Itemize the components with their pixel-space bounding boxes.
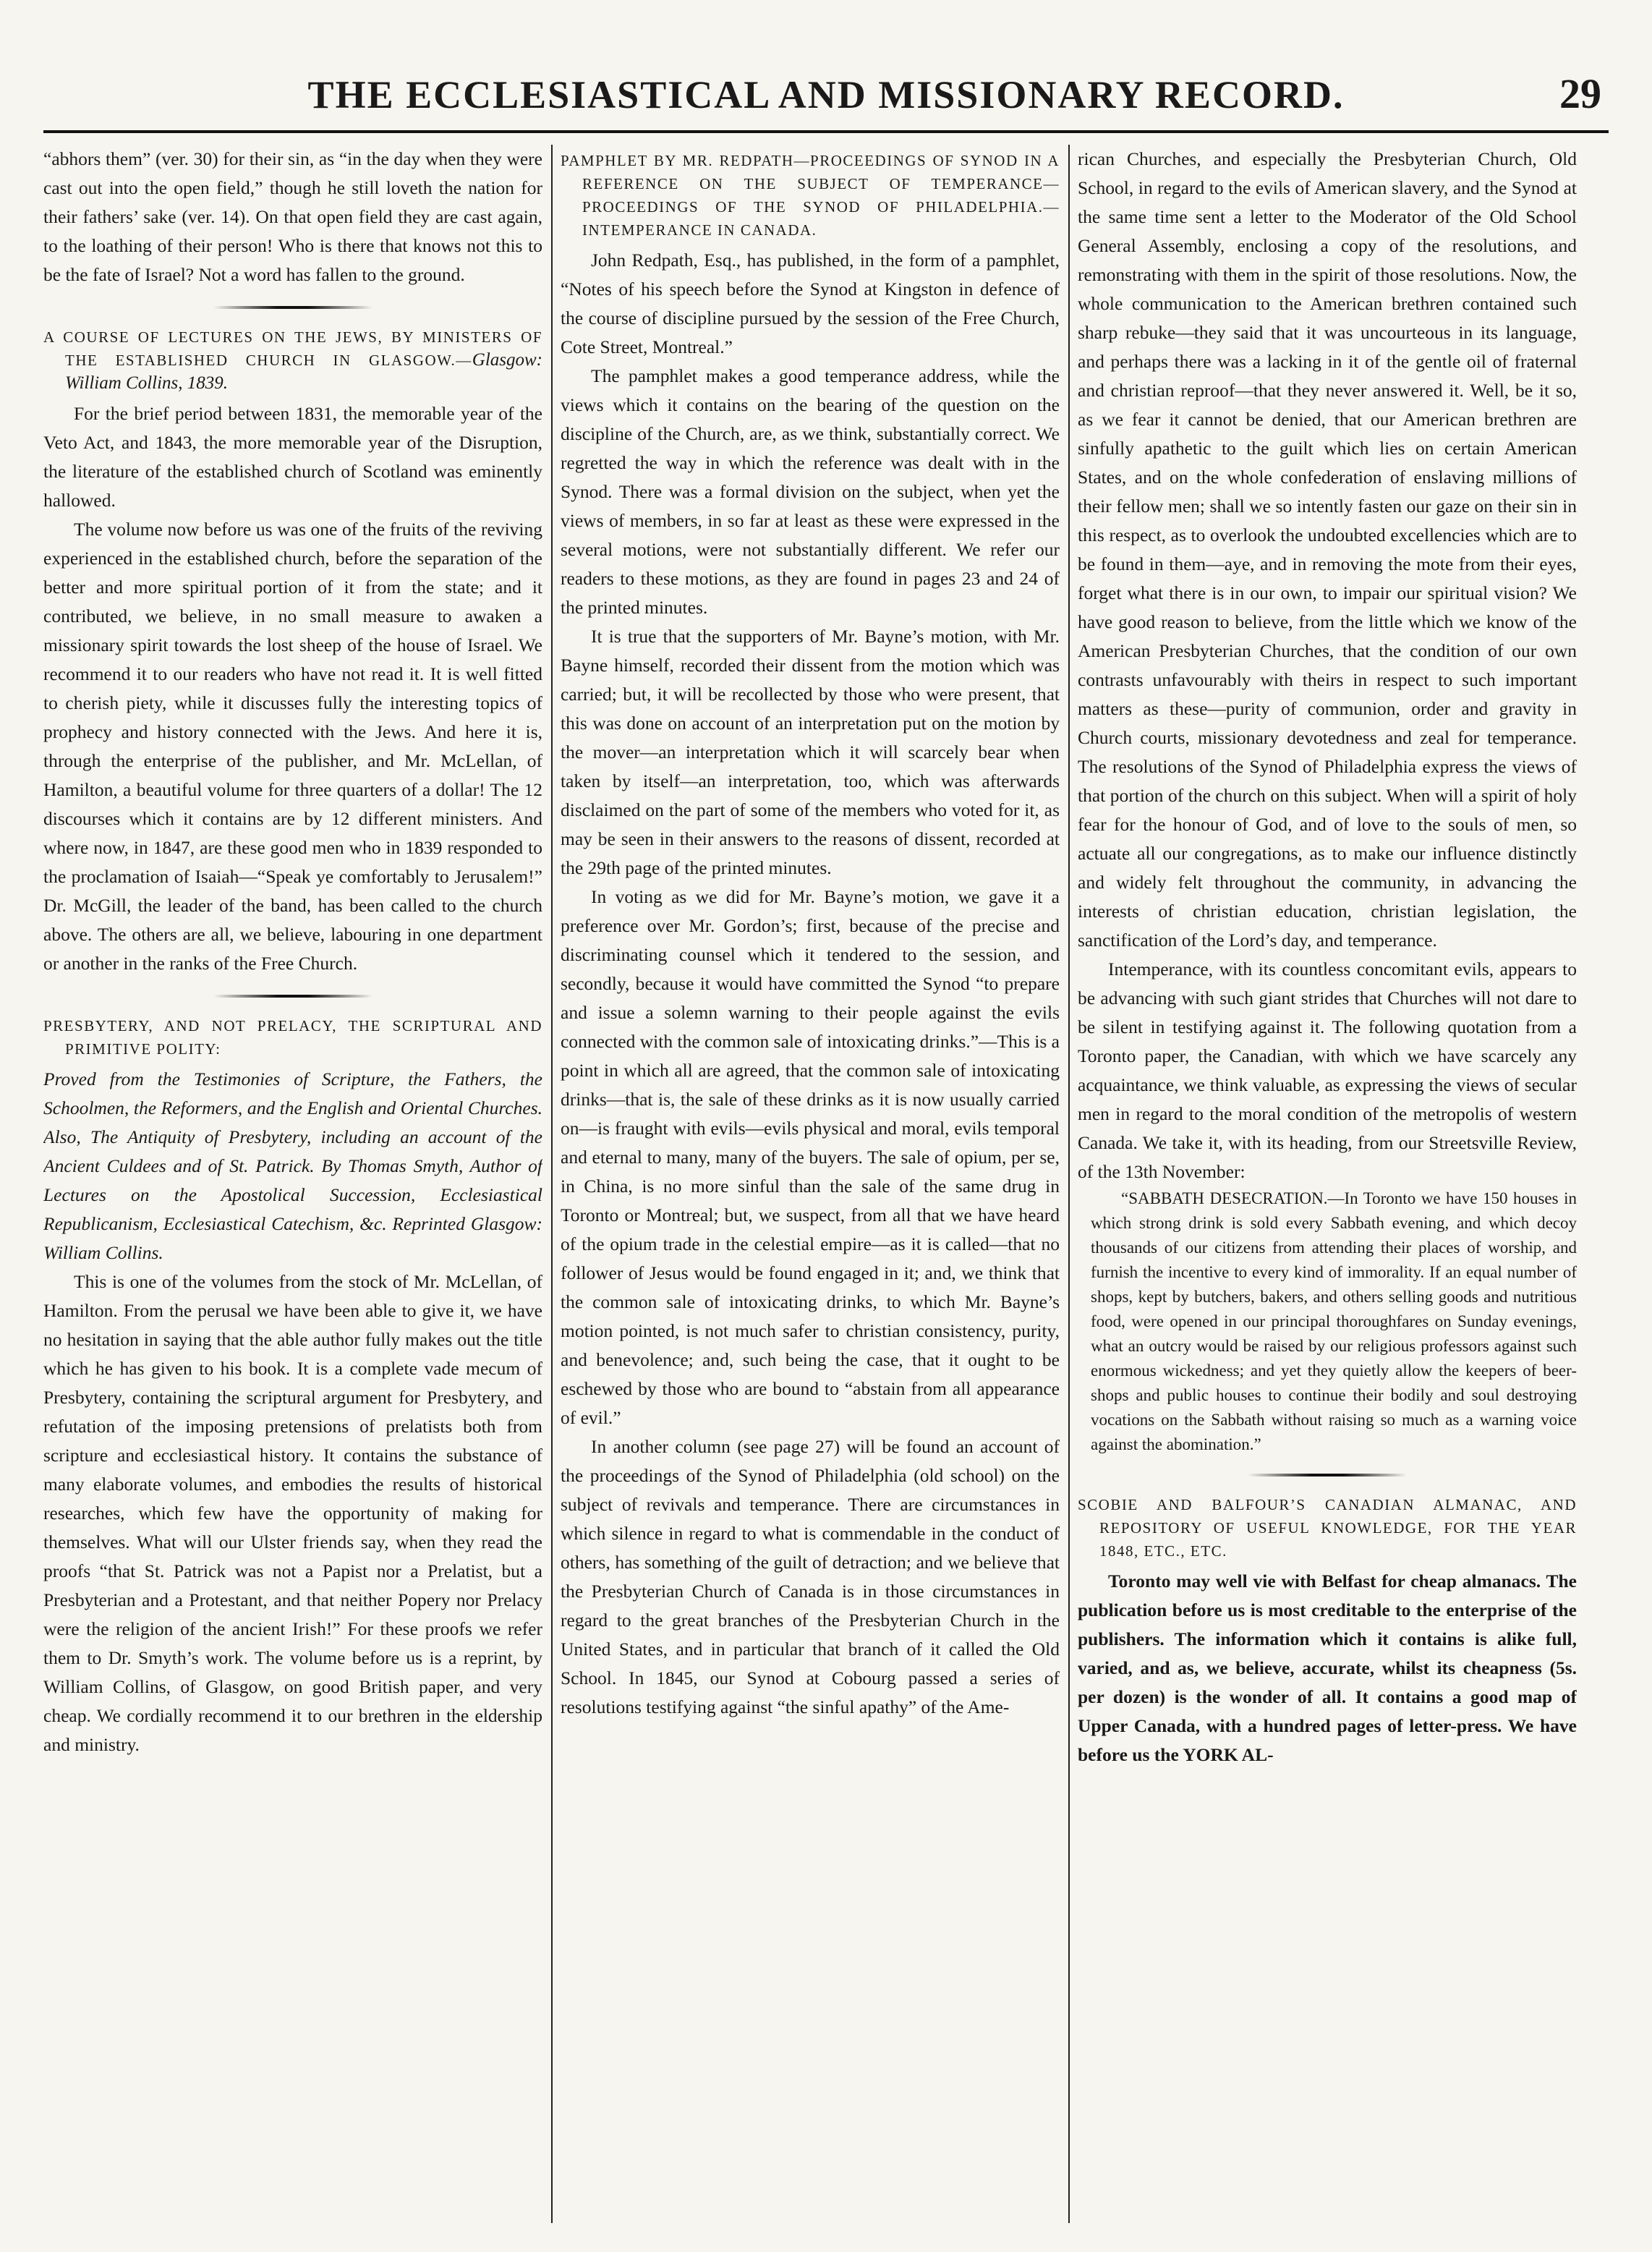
masthead <box>43 65 1609 133</box>
heading-subtitle: Glasgow: William Collins, 1839. <box>65 350 542 393</box>
paragraph: Toronto may well vie with Belfast for cheap almanacs. The publication before us is most creditable to the enterprise of the publishers. The information which it contains is alike full, varied, and as, we believe, accurate, whilst its cheapness (5s. per dozen) is the wonder of all. It contains a good map of Upper Canada, with a hundred pages of letter-press. We have before us the YORK AL- <box>1078 1571 1577 1765</box>
section-divider <box>213 299 372 315</box>
book-title-detail: Proved from the Testimonies of Scripture, the Fathers, the Schoolmen, the Reformers, and the English and Oriental Churches. Also, The Antiquity of Presbytery, including an account of the Ancient Culdees and of St. Patrick. By Thomas Smyth, Author of Lectures on the Apostolical Succession, Ecclesiastical Republicanism, Ecclesiastical Catechism, &c. Reprinted Glasgow: William Collins. <box>43 1068 542 1263</box>
paragraph: The volume now before us was one of the fruits of the reviving experienced in the established church, before the separation of the better and more spiritual portion of it from the state; and it contributed, we believe, in no small measure to awaken a missionary spirit towards the lost sheep of the house of Israel. We recommend it to our readers who have not read it. It is well fitted to cherish piety, while it discusses fully the interesting topics of prophecy and history connected with the Jews. And here it is, through the enterprise of the publisher, and Mr. McLellan, of Hamilton, a beautiful volume for three quarters of a dollar! The 12 discourses which it contains are by 12 different ministers. And where now, in 1847, are these good men who in 1839 responded to the proclamation of Isaiah—“Speak ye comfortably to Jerusalem!” Dr. McGill, the leader of the band, has been called to the church above. The others are all, we believe, labouring in one department or another in the ranks of the Free Church. <box>43 519 542 974</box>
section-divider <box>1248 1467 1407 1483</box>
paragraph: It is true that the supporters of Mr. Bayne’s motion, with Mr. Bayne himself, recorded their dissent from the motion which was carried; but, it will be recollected by those who were present, that this was done on account of an interpretation put on the motion by the mover—an interpretation which it will scarcely bear when taken by itself—an interpretation, too, which was afterwards disclaimed on the part of some of the members who voted for it, as may be seen in their answers to the reasons of dissent, recorded at the 29th page of the printed minutes. <box>561 626 1060 878</box>
page-number: 29 <box>1559 70 1601 117</box>
paragraph: This is one of the volumes from the stock of Mr. McLellan, of Hamilton. From the perusal we have been able to give it, we have no hesitation in saying that the able author fully makes out the title which he has given to his book. It is a complete vade mecum of Presbytery, containing the scriptural argument for Presbytery, and refutation of the imposing pretensions of prelatists both from scripture and ecclesiastical history. It contains the substance of many elaborate volumes, and embodies the results of historical researches, which few have the opportunity of making for themselves. What will our Ulster friends say, when they read the proofs “that St. Patrick was not a Papist nor a Prelatist, but a Presbyterian and a Protestant, and that neither Popery nor Prelacy were the religion of the ancient Irish!” For these proofs we refer them to Dr. Smyth’s work. The volume before us is a reprint, by William Collins, of Glasgow, on good British paper, and very cheap. We cordially recommend it to our brethren in the eldership and ministry. <box>43 1271 542 1755</box>
heading-text: PRESBYTERY, AND NOT PRELACY, THE SCRIPTURAL AND PRIMITIVE POLITY: <box>43 1017 542 1058</box>
column-3 <box>1078 145 1577 2223</box>
article-heading: SCOBIE AND BALFOUR’S CANADIAN ALMANAC, AND REPOSITORY OF USEFUL KNOWLEDGE, FOR THE YEAR 1848, ETC., ETC. <box>1078 1496 1577 1560</box>
paragraph: Intemperance, with its countless concomitant evils, appears to be advancing with such giant strides that Churches will not dare to be silent in testifying against it. The following quotation from a Toronto paper, the Canadian, with which we have scarcely any acquaintance, we think valuable, as expressing the views of secular men in regard to the moral condition of the metropolis of western Canada. We take it, with its heading, from our Streetsville Review, of the 13th November: <box>1078 959 1577 1182</box>
section-divider <box>213 988 372 1004</box>
page-title: THE ECCLESIASTICAL AND MISSIONARY RECORD. <box>307 73 1345 116</box>
paragraph: John Redpath, Esq., has published, in the form of a pamphlet, “Notes of his speech before the Synod at Kingston in defence of the course of discipline pursued by the session of the Free Church, Cote Street, Montreal.” <box>561 250 1060 357</box>
paragraph: In voting as we did for Mr. Bayne’s motion, we gave it a preference over Mr. Gordon’s; first, because of the precise and discriminating counsel which it tendered to the session, and secondly, because it would have committed the Synod “to prepare and issue a solemn warning to their people against the evils connected with the common sale of intoxicating drinks.”—This is a point in which all are agreed, that the common sale of intoxicating drinks—that is, the sale of these drinks as it is now usually carried on—is fraught with evils—evils physical and moral, evils temporal and eternal to many, many of the buyers. The sale of opium, per se, in China, is no more sinful than the sale of the same drug in Toronto or Montreal; but, we suspect, from all that we have heard of the opium trade in the celestial empire—as it is called—that no follower of Jesus would be found engaged in it; and, we think that the common sale of intoxicating drinks, to which Mr. Bayne’s motion pointed, is not much safer to christian consistency, purity, and benevolence; and, such being the case, that it ought to be eschewed by those who are bound to “abstain from all appearance of evil.” <box>561 886 1060 1428</box>
paragraph: For the brief period between 1831, the memorable year of the Veto Act, and 1843, the more memorable year of the Disruption, the literature of the established church of Scotland was eminently hallowed. <box>43 403 542 511</box>
paragraph: The pamphlet makes a good temperance address, while the views which it contains on the bearing of the question on the discipline of the Church, are, as we think, substantially correct. We regretted the way in which the reference was dealt with in the Synod. There was a formal division on the subject, when yet the views of members, in so far at least as these were expressed in the several motions, were not substantially different. We refer our readers to these motions, as they are found in pages 23 and 24 of the printed minutes. <box>561 365 1060 618</box>
column-rule <box>551 145 553 2223</box>
article-heading <box>43 326 542 395</box>
paragraph: rican Churches, and especially the Presbyterian Church, Old School, in regard to the evils of American slavery, and the Synod at the same time sent a letter to the Moderator of the Old School General Assembly, enclosing a copy of the resolutions, and remonstrating with them in the spirit of those resolutions. Now, the whole communication to the American brethren contained such sharp rebuke—they said that it was uncourteous in its language, and perhaps there was a lacking in it of the gentle oil of fraternal and christian reproof—that they never answered it. Well, be it so, as we fear it cannot be denied, that our American brethren are sinfully apathetic to the guilt which lies on certain American States, and on the whole confederation of enslaving millions of their fellow men; shall we so intently fasten our gaze on their sin in this respect, as to overlook the undoubted excellencies which are to be found in them—aye, and in removing the mote from their eyes, forget what there is in our own, to impair our spiritual vision? We have good reason to believe, from the little which we know of the American Presbyterian Churches, that the condition of our own contrasts unfavourably with theirs in respect to such important matters as these—purity of communion, order and gravity in Church courts, missionary devotedness and zeal for temperance. The resolutions of the Synod of Philadelphia express the views of that portion of the church on this subject. When will a spirit of holy fear for the honour of God, and of love to the souls of men, so actuate all our congregations, as to make our influence distinctly and widely felt throughout the community, in advancing the interests of christian education, christian legislation, the sanctification of the Lord’s day, and temperance. <box>1078 148 1577 951</box>
heading-text: A COURSE OF LECTURES ON THE JEWS, BY MINISTERS OF THE ESTABLISHED CHURCH IN GLASGOW.— <box>43 328 542 369</box>
article-heading <box>43 1014 542 1061</box>
paragraph: In another column (see page 27) will be found an account of the proceedings of the Synod of Philadelphia (old school) on the subject of revivals and temperance. There are circumstances in which silence in regard to what is commendable in the conduct of others, has something of the guilt of detraction; and we believe that the Presbyterian Church of Canada is in those circumstances in regard to the great branches of the Presbyterian Church in the United States, and in particular that branch of it called the Old School. In 1845, our Synod at Cobourg passed a series of resolutions testifying against “the sinful apathy” of the Ame- <box>561 1436 1060 1717</box>
article-heading: PAMPHLET BY MR. REDPATH—PROCEEDINGS OF SYNOD IN A REFERENCE ON THE SUBJECT OF TEMPERANCE—PROCEEDINGS OF THE SYNOD OF PHILADELPHIA.—INTEMPERANCE IN CANADA. <box>561 152 1060 239</box>
column-rule <box>1068 145 1070 2223</box>
block-quote: “SABBATH DESECRATION.—In Toronto we have 150 houses in which strong drink is sold every Sabbath evening, and which decoy thousands of our citizens from attending their places of worship, and furnish the incentive to every kind of immorality. If an equal number of shops, kept by butchers, bakers, and others selling goods and nutritious food, were opened in our principal thoroughfares on Sunday evenings, what an outcry would be raised by our religious professors against such enormous wickedness; and yet they quietly allow the keepers of beer-shops and public houses to continue their bodily and soul destroying vocations on the Sabbath without raising so much as a warning voice against the abomination.” <box>1091 1189 1577 1453</box>
column-2 <box>561 145 1060 2223</box>
column-1 <box>43 145 542 2223</box>
paragraph: “abhors them” (ver. 30) for their sin, as “in the day when they were cast out into the open field,” though he still loveth the nation for their fathers’ sake (ver. 14). On that open field they are cast again, to the loathing of their person! Who is there that knows not this to be the fate of Israel? Not a word has fallen to the ground. <box>43 148 542 285</box>
